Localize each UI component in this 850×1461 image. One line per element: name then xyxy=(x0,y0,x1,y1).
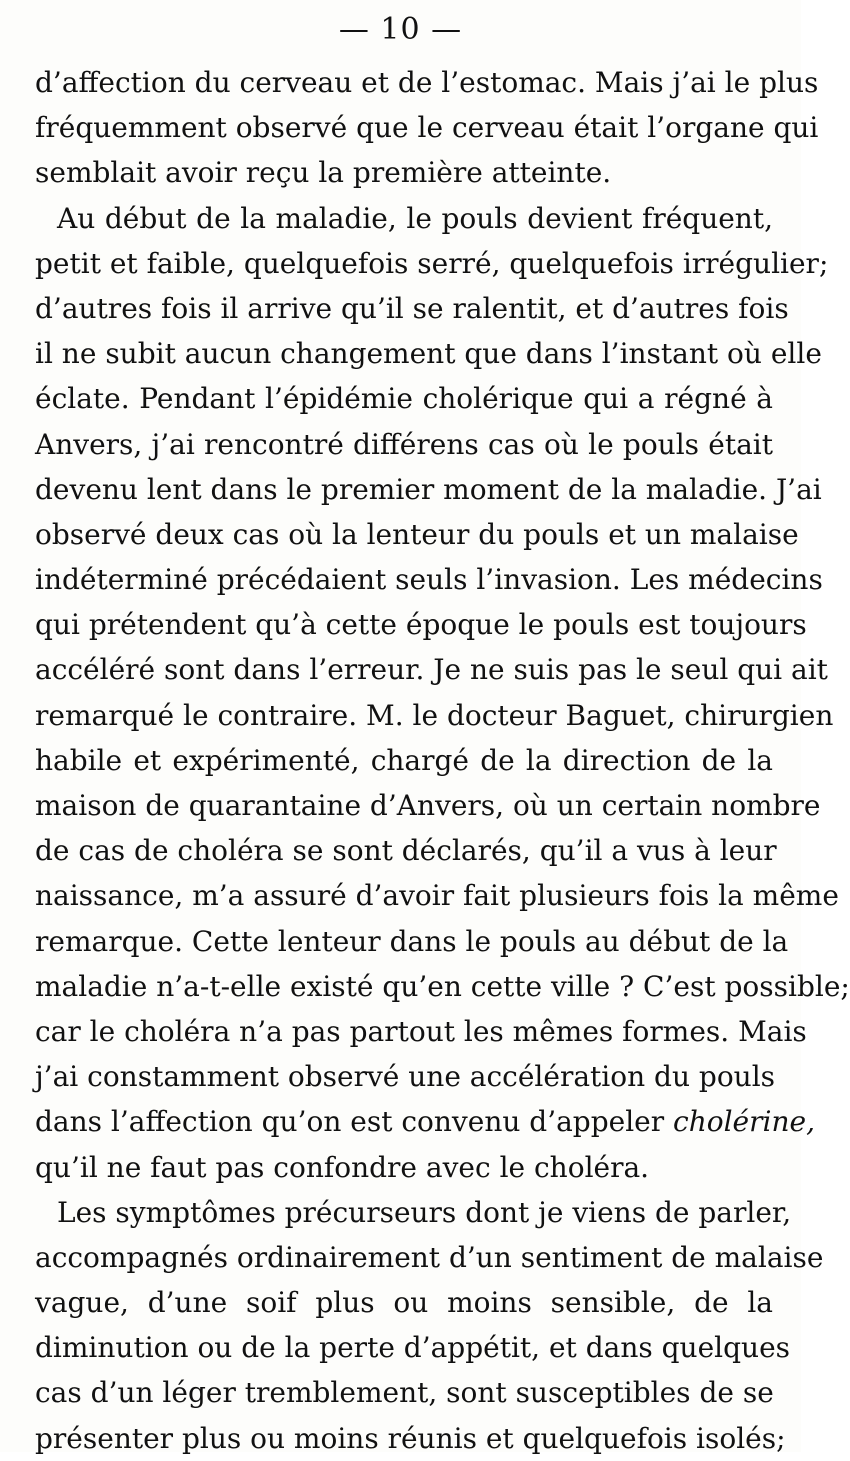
text-line: d’autres fois il arrive qu’il se ralentit, et d’autres fois xyxy=(35,291,789,325)
text-line: car le choléra n’a pas partout les mêmes formes. Mais xyxy=(35,1014,807,1048)
text-line: accéléré sont dans l’erreur. Je ne suis pas le seul qui ait xyxy=(35,653,828,687)
text-line: vague, d’une soif plus ou moins sensible, de la xyxy=(35,1286,773,1320)
text-line: remarqué le contraire. M. le docteur Baguet, chirurgien xyxy=(35,698,834,732)
text-line: accompagnés ordinairement d’un sentiment de malaise xyxy=(35,1240,824,1274)
text-line: cas d’un léger tremblement, sont susceptibles de se xyxy=(35,1376,774,1410)
text-line: habile et expérimenté, chargé de la direction de la xyxy=(35,743,773,777)
text-line: devenu lent dans le premier moment de la maladie. J’ai xyxy=(35,472,822,506)
text-line: maison de quarantaine d’Anvers, où un certain nombre xyxy=(35,789,821,822)
text-line: semblait avoir reçu la première atteinte. xyxy=(35,156,612,190)
text-line: remarque. Cette lenteur dans le pouls au début de la xyxy=(35,924,789,958)
paragraph-start-line: Au début de la maladie, le pouls devient fréquent, xyxy=(57,201,773,235)
text-line: présenter plus ou moins réunis et quelquefois isolés; xyxy=(35,1421,786,1455)
page-number: — 10 — xyxy=(338,12,463,47)
paragraph-start-line: Les symptômes précurseurs dont je viens de parler, xyxy=(57,1195,792,1229)
text-line: il ne subit aucun changement que dans l’instant où elle xyxy=(35,337,822,371)
text-line: diminution ou de la perte d’appétit, et dans quelques xyxy=(35,1331,791,1365)
body-text xyxy=(35,60,850,1461)
text-line: fréquemment observé que le cerveau était l’organe qui xyxy=(35,111,819,145)
text-line: petit et faible, quelquefois serré, quelquefois irrégulier; xyxy=(35,246,829,280)
text-line: Anvers, j’ai rencontré différens cas où le pouls était xyxy=(35,427,773,461)
text-line: indéterminé précédaient seuls l’invasion. Les médecins xyxy=(35,563,823,597)
text-line: éclate. Pendant l’épidémie cholérique qui a régné à xyxy=(35,382,773,416)
text-line: naissance, m’a assuré d’avoir fait plusieurs fois la même xyxy=(35,879,839,913)
text-line: qu’il ne faut pas confondre avec le choléra. xyxy=(35,1150,650,1184)
text-line: qui prétendent qu’à cette époque le pouls est toujours xyxy=(35,608,807,642)
text-line: d’affection du cerveau et de l’estomac. Mais j’ai le plus xyxy=(35,66,819,99)
text-line: j’ai constamment observé une accélération du pouls xyxy=(35,1060,776,1094)
text-line: dans l’affection qu’on est convenu d’appeler cholérine, xyxy=(35,1105,815,1139)
italic-term: cholérine, xyxy=(673,1105,815,1139)
text-line: de cas de choléra se sont déclarés, qu’il a vus à leur xyxy=(35,834,777,868)
text-line: observé deux cas où la lenteur du pouls et un malaise xyxy=(35,517,799,551)
text-line: maladie n’a-t-elle existé qu’en cette ville ? C’est possible; xyxy=(35,969,850,1003)
